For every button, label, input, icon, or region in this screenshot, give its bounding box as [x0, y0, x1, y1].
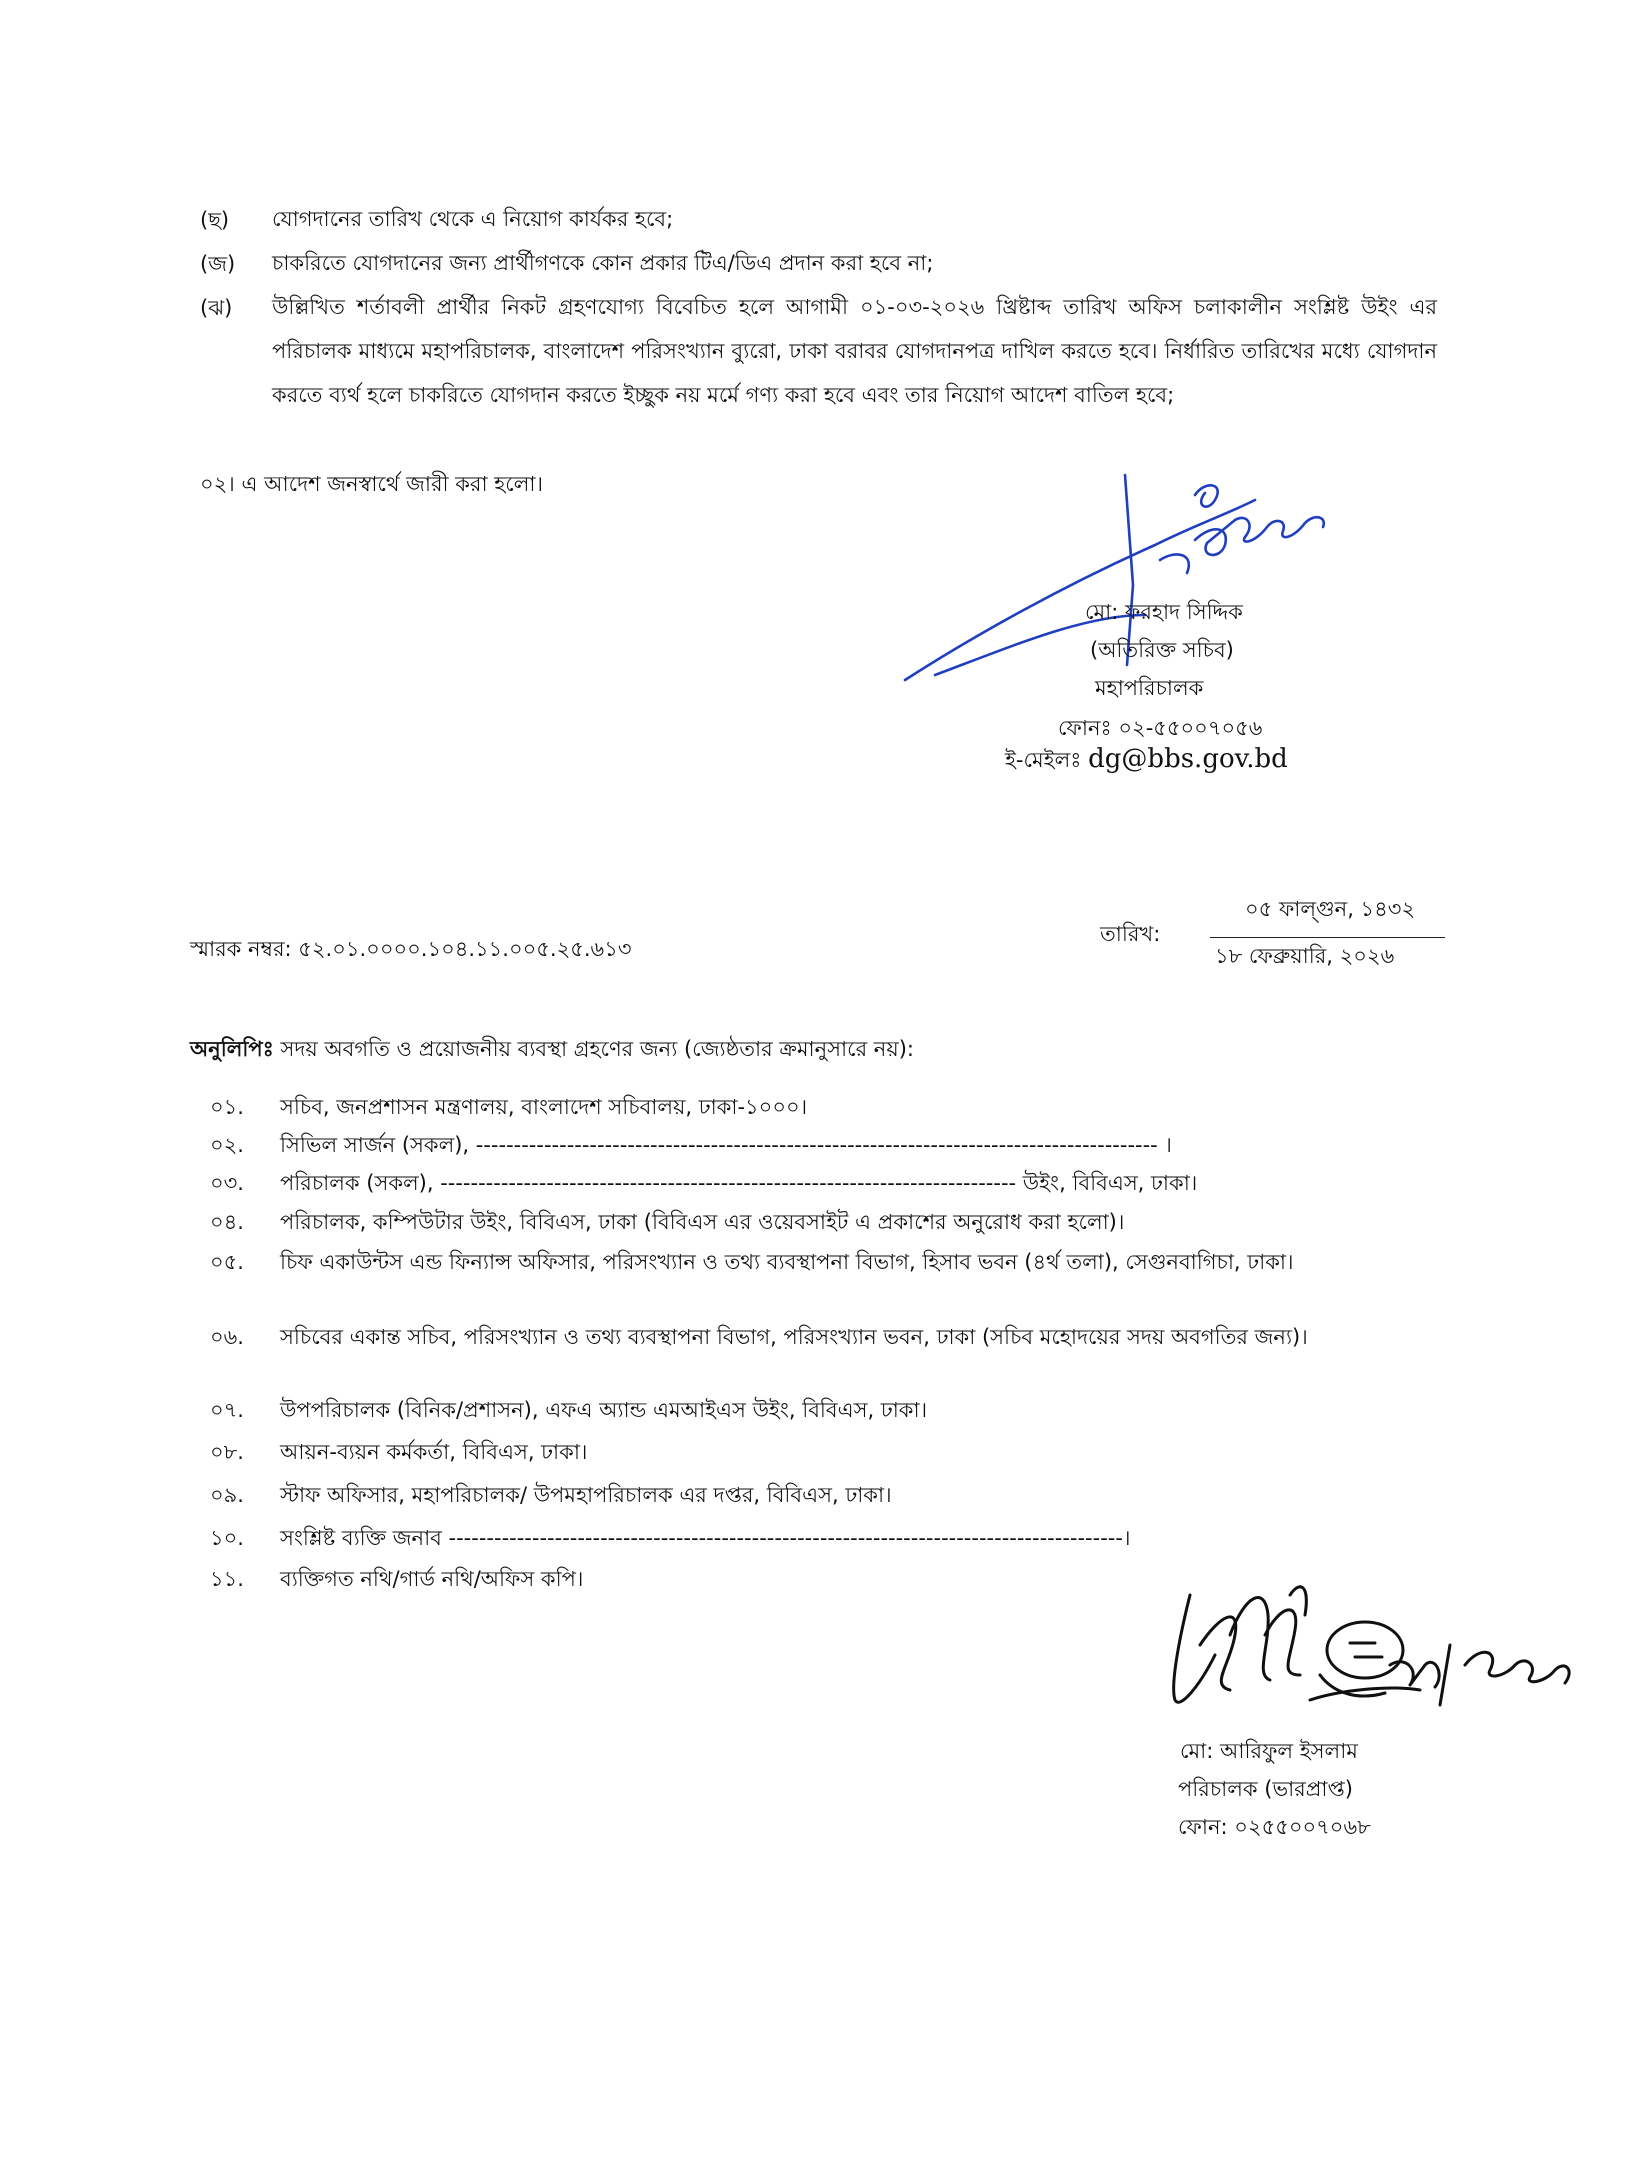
memo-label: স্মারক নম্বর: [190, 937, 292, 961]
list-item-number: ০৮. [210, 1440, 244, 1464]
condition-marker: (জ) [200, 252, 236, 276]
list-item: পরিচালক (সকল), ---------------------------------------------------------------------------- উইং, বিবিএস, ঢাকা। [280, 1171, 1198, 1195]
email-label: ই-মেইলঃ [1005, 748, 1082, 772]
signature-ariful-icon [1160, 1575, 1580, 1725]
list-item-number: ০২. [210, 1133, 244, 1157]
list-item: সিভিল সার্জন (সকল), ------------------------------------------------------------------------------------------ । [280, 1133, 1172, 1157]
condition-marker: (ছ) [200, 208, 230, 232]
phone-label: ফোনঃ [1058, 716, 1112, 740]
list-item: পরিচালক, কম্পিউটার উইং, বিবিএস, ঢাকা (বিবিএস এর ওয়েবসাইট এ প্রকাশের অনুরোধ করা হলো)। [280, 1210, 1125, 1234]
list-item: ব্যক্তিগত নথি/গার্ড নথি/অফিস কপি। [280, 1567, 584, 1591]
list-item: সচিবের একান্ত সচিব, পরিসংখ্যান ও তথ্য ব্যবস্থাপনা বিভাগ, পরিসংখ্যান ভবন, ঢাকা (সচিব মহোদয়ের সদয় অবগতির জন্য)। [280, 1325, 1308, 1349]
list-item-number: ০৩. [210, 1171, 244, 1195]
list-item-number: ০৬. [210, 1325, 244, 1349]
condition-marker: (ঝ) [200, 296, 233, 320]
list-item-number: ১০. [210, 1526, 244, 1550]
list-item: উপপরিচালক (বিনিক/প্রশাসন), এফএ অ্যান্ড এমআইএস উইং, বিবিএস, ঢাকা। [280, 1398, 928, 1422]
list-item-number: ০৫. [210, 1250, 244, 1274]
phone-label: ফোন: [1178, 1815, 1228, 1839]
phone-value: ০২-৫৫০০৭০৫৬ [1118, 716, 1263, 740]
list-item: স্টাফ অফিসার, মহাপরিচালক/ উপমহাপরিচালক এর দপ্তর, বিবিএস, ঢাকা। [280, 1483, 892, 1507]
date-english: ১৮ ফেব্রুয়ারি, ২০২৬ [1215, 944, 1395, 968]
list-item-number: ০৯. [210, 1483, 244, 1507]
signatory1-phone-row [1058, 712, 1262, 747]
list-item: চিফ একাউন্টস এন্ড ফিন্যান্স অফিসার, পরিসংখ্যান ও তথ্য ব্যবস্থাপনা বিভাগ, হিসাব ভবন (৪র্থ তলা), সেগুনবাগিচা, ঢাকা। [280, 1250, 1294, 1274]
date-divider [1210, 937, 1445, 938]
signatory2-name: মো: আরিফুল ইসলাম [1180, 1739, 1358, 1763]
signatory2-phone-row [1178, 1811, 1371, 1846]
list-item: সচিব, জনপ্রশাসন মন্ত্রণালয়, বাংলাদেশ সচিবালয়, ঢাকা-১০০০। [280, 1095, 808, 1119]
copies-heading-row [190, 1037, 914, 1062]
list-item: সংশ্লিষ্ট ব্যক্তি জনাব -----------------------------------------------------------------------------------------। [280, 1526, 1131, 1550]
condition-text: চাকরিতে যোগদানের জন্য প্রার্থীগণকে কোন প্রকার টিএ/ডিএ প্রদান করা হবে না; [272, 251, 934, 275]
condition-text: উল্লিখিত শর্তাবলী প্রার্থীর নিকট গ্রহণযোগ্য বিবেচিত হলে আগামী ০১-০৩-২০২৬ খ্রিষ্টাব্দ তারিখ অফিস চলাকালীন সংশ্লিষ্ট উইং এর পরিচালক মাধ্যমে মহাপরিচালক, বাংলাদেশ পরিসংখ্যান ব্যুরো, ঢাকা বরাবর যোগদানপত্র দাখিল করতে হবে। নির্ধারিত তারিখের মধ্যে যোগদান করতে ব্যর্থ হলে চাকরিতে যোগদান করতে ইচ্ছুক নয় মর্মে গণ্য করা হবে এবং তার নিয়োগ আদেশ বাতিল হবে; [272, 295, 1437, 407]
list-item-number: ০১. [210, 1095, 244, 1119]
signatory1-title: মহাপরিচালক [1095, 676, 1204, 700]
list-item-number: ০৪. [210, 1210, 244, 1234]
memo-number: ৫২.০১.০০০০.১০৪.১১.০০৫.২৫.৬১৩ [298, 937, 632, 961]
signatory2-title: পরিচালক (ভারপ্রাপ্ত) [1178, 1777, 1353, 1801]
list-item-number: ০৭. [210, 1398, 244, 1422]
phone-value: ০২৫৫০০৭০৬৮ [1234, 1815, 1371, 1839]
date-label: তারিখ: [1100, 922, 1161, 946]
email-value: dg@bbs.gov.bd [1088, 744, 1288, 774]
memo-number-row [190, 937, 631, 962]
condition-text: যোগদানের তারিখ থেকে এ নিয়োগ কার্যকর হবে; [272, 207, 674, 231]
copies-intro: সদয় অবগতি ও প্রয়োজনীয় ব্যবস্থা গ্রহণের জন্য (জ্যেষ্ঠতার ক্রমানুসারে নয়): [280, 1037, 914, 1061]
signatory1-email-row [1005, 744, 1288, 779]
signatory1-name: মো: ফরহাদ সিদ্দিক [1085, 600, 1243, 624]
date-bangla: ০৫ ফাল্গুন, ১৪৩২ [1245, 897, 1416, 921]
order-clause: ০২। এ আদেশ জনস্বার্থে জারী করা হলো। [200, 472, 543, 496]
list-item-number: ১১. [210, 1567, 244, 1591]
list-item: আয়ন-ব্যয়ন কর্মকর্তা, বিবিএস, ঢাকা। [280, 1440, 588, 1464]
copies-heading: অনুলিপিঃ [190, 1037, 274, 1061]
signatory1-rank: (অতিরিক্ত সচিব) [1090, 638, 1234, 662]
